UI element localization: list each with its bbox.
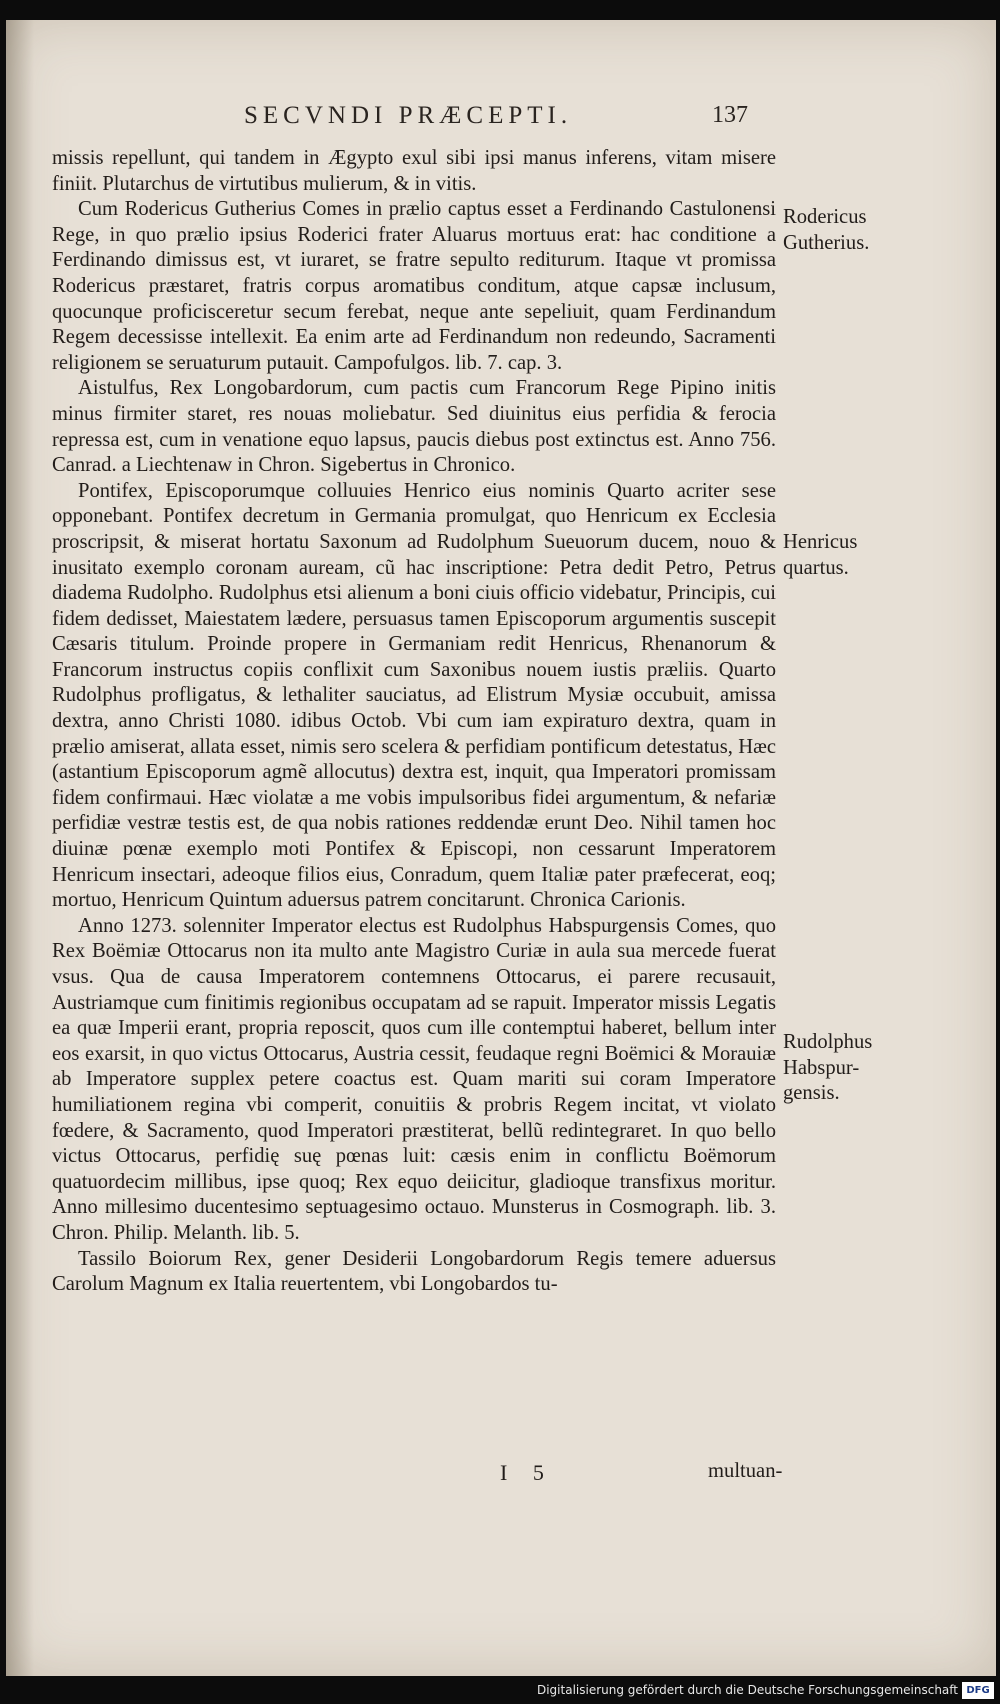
marginal-note: Rodericus Gutherius. bbox=[783, 206, 870, 254]
paragraph: Anno 1273. solenniter Imperator electus est Rudolphus Habspurgensis Comes, quo Rex Boëmiæ Ottocarus non ita multo ante Magistro Curiæ in aula sua mercede fuerat vsus. Qua de causa Imperatorem contemnens Ottocarus, ei parere recusauit, Austriamque cum finitimis regionibus occupatam ad se rapuit. Imperator missis Legatis ea quæ Imperii erant, propria reposcit, quos cum ille contemptui haberet, bellum inter eos exarsit, in quo victus Ottocarus, Austria cessit, feudaque regni Boëmici & Morauiæ ab Imperatore supplex petere coactus est. Quam mariti sui coram Imperatore humiliationem regina vbi comperit, conuitiis & probris Regem incitat, vt violato fœdere, & Sacramento, quod Imperatori præstiterat, bellũ redintegraret. In quo bello victus Ottocarus, perfidię suę pœnas luit: cæsis enim in conflictu Boëmorum quatuordecim millibus, ipse quoq; Rex equo deiicitur, gladioque transfixus moritur. Anno millesimo ducentesimo septuagesimo octauo. Munsterus in Cosmograph. lib. 3. Chron. Philip. Melanth. lib. 5. bbox=[52, 914, 776, 1244]
paragraph: Cum Rodericus Gutherius Comes in prælio captus esset a Ferdinando Castulonensi Rege, in quo prælio ipsius Roderici frater Aluarus mortuus erat: hac conditione a Ferdinando dimissus est, vt iuraret, se fratre sepulto rediturum. Itaque vt promissa Rodericus præstaret, fratris corpus aromatibus conditum, atque capsæ inclusum, quocunque proficisceretur secum ferebat, neque ante sepeliuit, quam Ferdinandum Regem decessisse intellexit. Ea enim arte ad Ferdinandum non redeundo, Sacramenti religionem se seruaturum putauit. Campofulgos. lib. 7. cap. 3. bbox=[52, 198, 776, 374]
body-text bbox=[52, 146, 776, 1298]
page-number: 137 bbox=[712, 102, 748, 128]
paragraph: missis repellunt, qui tandem in Ægypto exul sibi ipsi manus inferens, vitam misere finiit. Plutarchus de virtutibus mulierum, & in vitis. bbox=[52, 147, 776, 195]
funding-credit: Digitalisierung gefördert durch die Deutsche Forschungsgemeinschaft bbox=[536, 1683, 958, 1697]
paragraph: Tassilo Boiorum Rex, gener Desiderii Longobardorum Regis temere aduersus Carolum Magnum ex Italia reuertentem, vbi Longobardos tu- bbox=[52, 1247, 776, 1296]
running-head bbox=[6, 102, 996, 132]
paragraph: Aistulfus, Rex Longobardorum, cum pactis cum Francorum Rege Pipino initis minus firmiter staret, res nouas moliebatur. Sed diuinitus eius perfidia & ferocia repressa est, cum in venatione equo lapsus, paucis diebus post extinctus est. Anno 756. Canrad. a Liechtenaw in Chron. Sigebertus in Chronico. bbox=[52, 377, 776, 477]
marginal-note: Rudolphus Habspur- gensis. bbox=[783, 1031, 873, 1105]
dfg-logo-icon: DFG bbox=[962, 1682, 994, 1699]
paragraph: Pontifex, Episcoporumque colluuies Henrico eius nominis Quarto acriter sese opponebant. Pontifex decretum in Germania promulgat, quo Henricum ex Ecclesia proscripsit, & miserat hortatu Saxonum ad Rudolphum Sueuorum ducem, nouo & inusitato exemplo coronam auream, cũ hac inscriptione: Petra dedit Petro, Petrus diadema Rudolpho. Rudolphus etsi alienum a boni ciuis officio videbatur, Principis, cui fidem dedisset, Maiestatem lædere, persuasus tamen Episcoporum argumentis suscepit Cæsaris titulum. Proinde propere in Germaniam redit Henricus, Rhenanorum & Francorum instructus copiis conflixit cum Saxonibus nouem iustis præliis. Quarto Rudolphus profligatus, & lethaliter sauciatus, ad Elistrum Mysiæ occubuit, amissa dextra, anno Christi 1080. idibus Octob. Vbi cum iam expiraturo dextra, quam in prælio amiserat, allata esset, nimis sero scelera & perfidiam pontificum detestatus, Hæc (astantium Episcoporum agmẽ allocutus) dextra est, inquit, qua Imperatori promissam fidem confirmaui. Hæc violatæ a me vobis impulsoribus fidei argumentum, & nefariæ perfidiæ vestræ testis est, de qua nobis rationes reddendæ erunt Deo. Nihil tamen hoc diuinæ pœnæ exemplo moti Pontifex & Episcopi, non cessarunt Imperatorem Henricum insectari, adeoque filios eius, Conradum, quem Italiæ pater præfecerat, eoq; mortuo, Henricum Quintum aduersus patrem concitarunt. Chronica Carionis. bbox=[52, 479, 776, 912]
book-page bbox=[6, 20, 996, 1676]
signature-mark: I 5 bbox=[500, 1460, 554, 1485]
running-title: SECVNDI PRÆCEPTI. bbox=[244, 102, 573, 129]
marginal-note: Henricus quartus. bbox=[783, 531, 858, 579]
catchword: multuan- bbox=[708, 1460, 783, 1482]
footer-bar bbox=[0, 1680, 1000, 1704]
